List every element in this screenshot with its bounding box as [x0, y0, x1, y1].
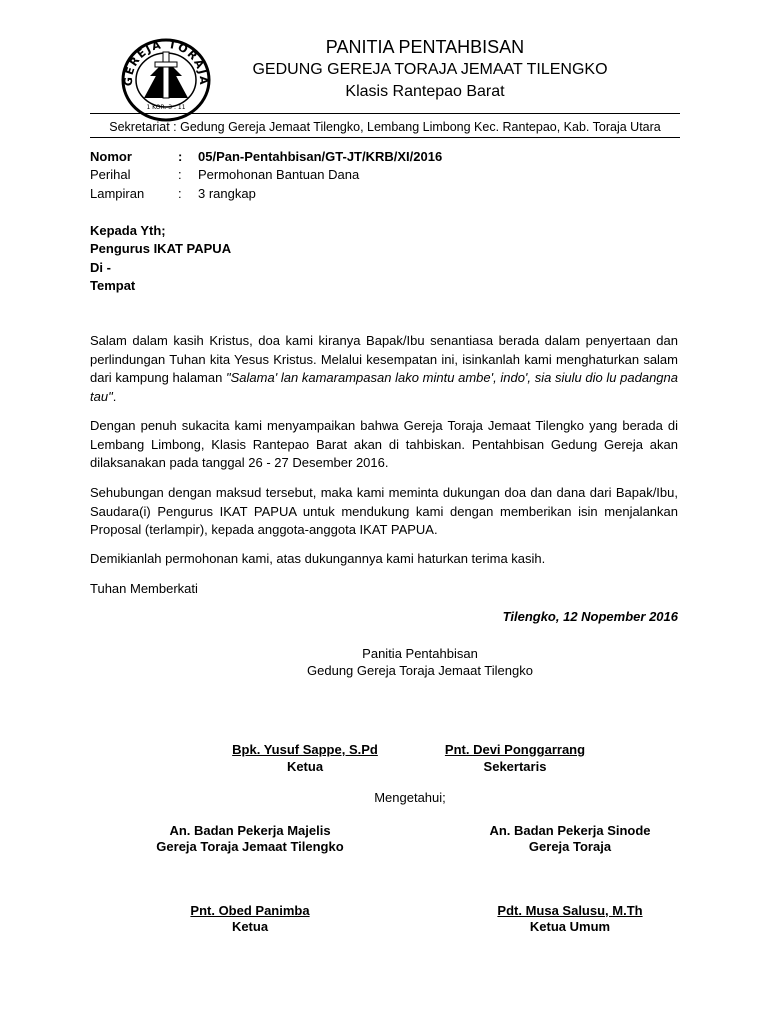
org-subtitle: GEDUNG GEREJA TORAJA JEMAAT TILENGKO [252, 61, 608, 78]
body-paragraph-3: Sehubungan dengan maksud tersebut, maka kami meminta dukungan doa dan dana dari Bapak/Ibu, Saudara(i) Pengurus IKAT PAPUA untuk mendukung kami dengan memberikan isin menjalankan Proposal (terlampir), kepada anggota-anggota IKAT PAPUA. [90, 485, 678, 537]
body-majelis-line-2: Gereja Toraja Jemaat Tilengko [156, 839, 344, 854]
meta-label-perihal: Perihal [90, 167, 131, 182]
meta-value-nomor: 05/Pan-Pentahbisan/GT-JT/KRB/XI/2016 [198, 149, 443, 164]
header-divider-bottom [90, 137, 680, 138]
body-paragraph-1 [90, 332, 678, 406]
secretariat-address: Sekretariat : Gedung Gereja Jemaat Tilengko, Lembang Limbong Kec. Rantepao, Kab. Toraja Utara [109, 120, 661, 134]
p1-text: Salam dalam kasih Kristus, doa kami kiranya Bapak/Ibu senantiasa berada dalam penyertaan dan perlindungan Tuhan kita Yesus Kristus. Melalui kesempatan ini, isinkanlah kami menghaturkan salam dari kampung halaman [90, 333, 678, 385]
body-sinode-line-2: Gereja Toraja [528, 839, 612, 854]
committee-line-2: Gedung Gereja Toraja Jemaat Tilengko [307, 663, 533, 678]
recipient-place: Tempat [90, 278, 136, 293]
signer-sinode-name: Pdt. Musa Salusu, M.Th [497, 903, 643, 918]
recipient-greeting: Kepada Yth; [90, 223, 166, 238]
signer-secretary-role: Sekertaris [483, 759, 547, 774]
meta-label-nomor: Nomor [90, 149, 132, 164]
body-paragraph-2: Dengan penuh sukacita kami menyampaikan bahwa Gereja Toraja Jemaat Tilengko yang berada di Lembang Limbong, Klasis Rantepao Barat akan di tahbiskan. Pentahbisan Gedung Gereja akan dilaksanakan pada tanggal 26 - 27 Desember 2016. [90, 418, 678, 470]
meta-sep: : [178, 186, 182, 201]
church-logo [110, 36, 222, 122]
body-paragraph-4: Demikianlah permohonan kami, atas dukungannya kami haturkan terima kasih. [90, 551, 546, 566]
logo-ring-text: GEREJA TORAJA [121, 37, 211, 87]
body-sinode-line-1: An. Badan Pekerja Sinode [489, 823, 651, 838]
logo-verse: 1 KOR. 3 : 11 [146, 104, 186, 111]
recipient-di: Di - [90, 260, 111, 275]
signer-chair-role: Ketua [286, 759, 324, 774]
meta-sep: : [178, 167, 182, 182]
meta-sep: : [178, 149, 183, 164]
p1-end: . [112, 388, 117, 404]
signer-sinode-role: Ketua Umum [529, 919, 611, 934]
signer-majelis-role: Ketua [231, 919, 269, 934]
meta-label-lampiran: Lampiran [90, 186, 145, 201]
org-region: Klasis Rantepao Barat [345, 83, 505, 100]
closing-blessing: Tuhan Memberkati [90, 581, 198, 596]
signer-secretary-name: Pnt. Devi Ponggarrang [444, 742, 586, 757]
committee-line-1: Panitia Pentahbisan [362, 646, 478, 661]
signer-chair-name: Bpk. Yusuf Sappe, S.Pd [232, 742, 378, 757]
meta-value-lampiran: 3 rangkap [198, 186, 256, 201]
p1-quote: "Salama' lan kamarampasan lako mintu ambe', indo', sia siulu dio lu padangna tau" [90, 370, 679, 404]
acknowledged-label: Mengetahui; [374, 790, 446, 805]
org-title: PANITIA PENTAHBISAN [325, 37, 525, 57]
date-line: Tilengko, 12 Nopember 2016 [502, 609, 678, 624]
recipient-name: Pengurus IKAT PAPUA [90, 241, 232, 256]
body-majelis-line-1: An. Badan Pekerja Majelis [169, 823, 331, 838]
meta-value-perihal: Permohonan Bantuan Dana [198, 167, 360, 182]
signer-majelis-name: Pnt. Obed Panimba [190, 903, 310, 918]
header-divider-top [90, 113, 680, 114]
